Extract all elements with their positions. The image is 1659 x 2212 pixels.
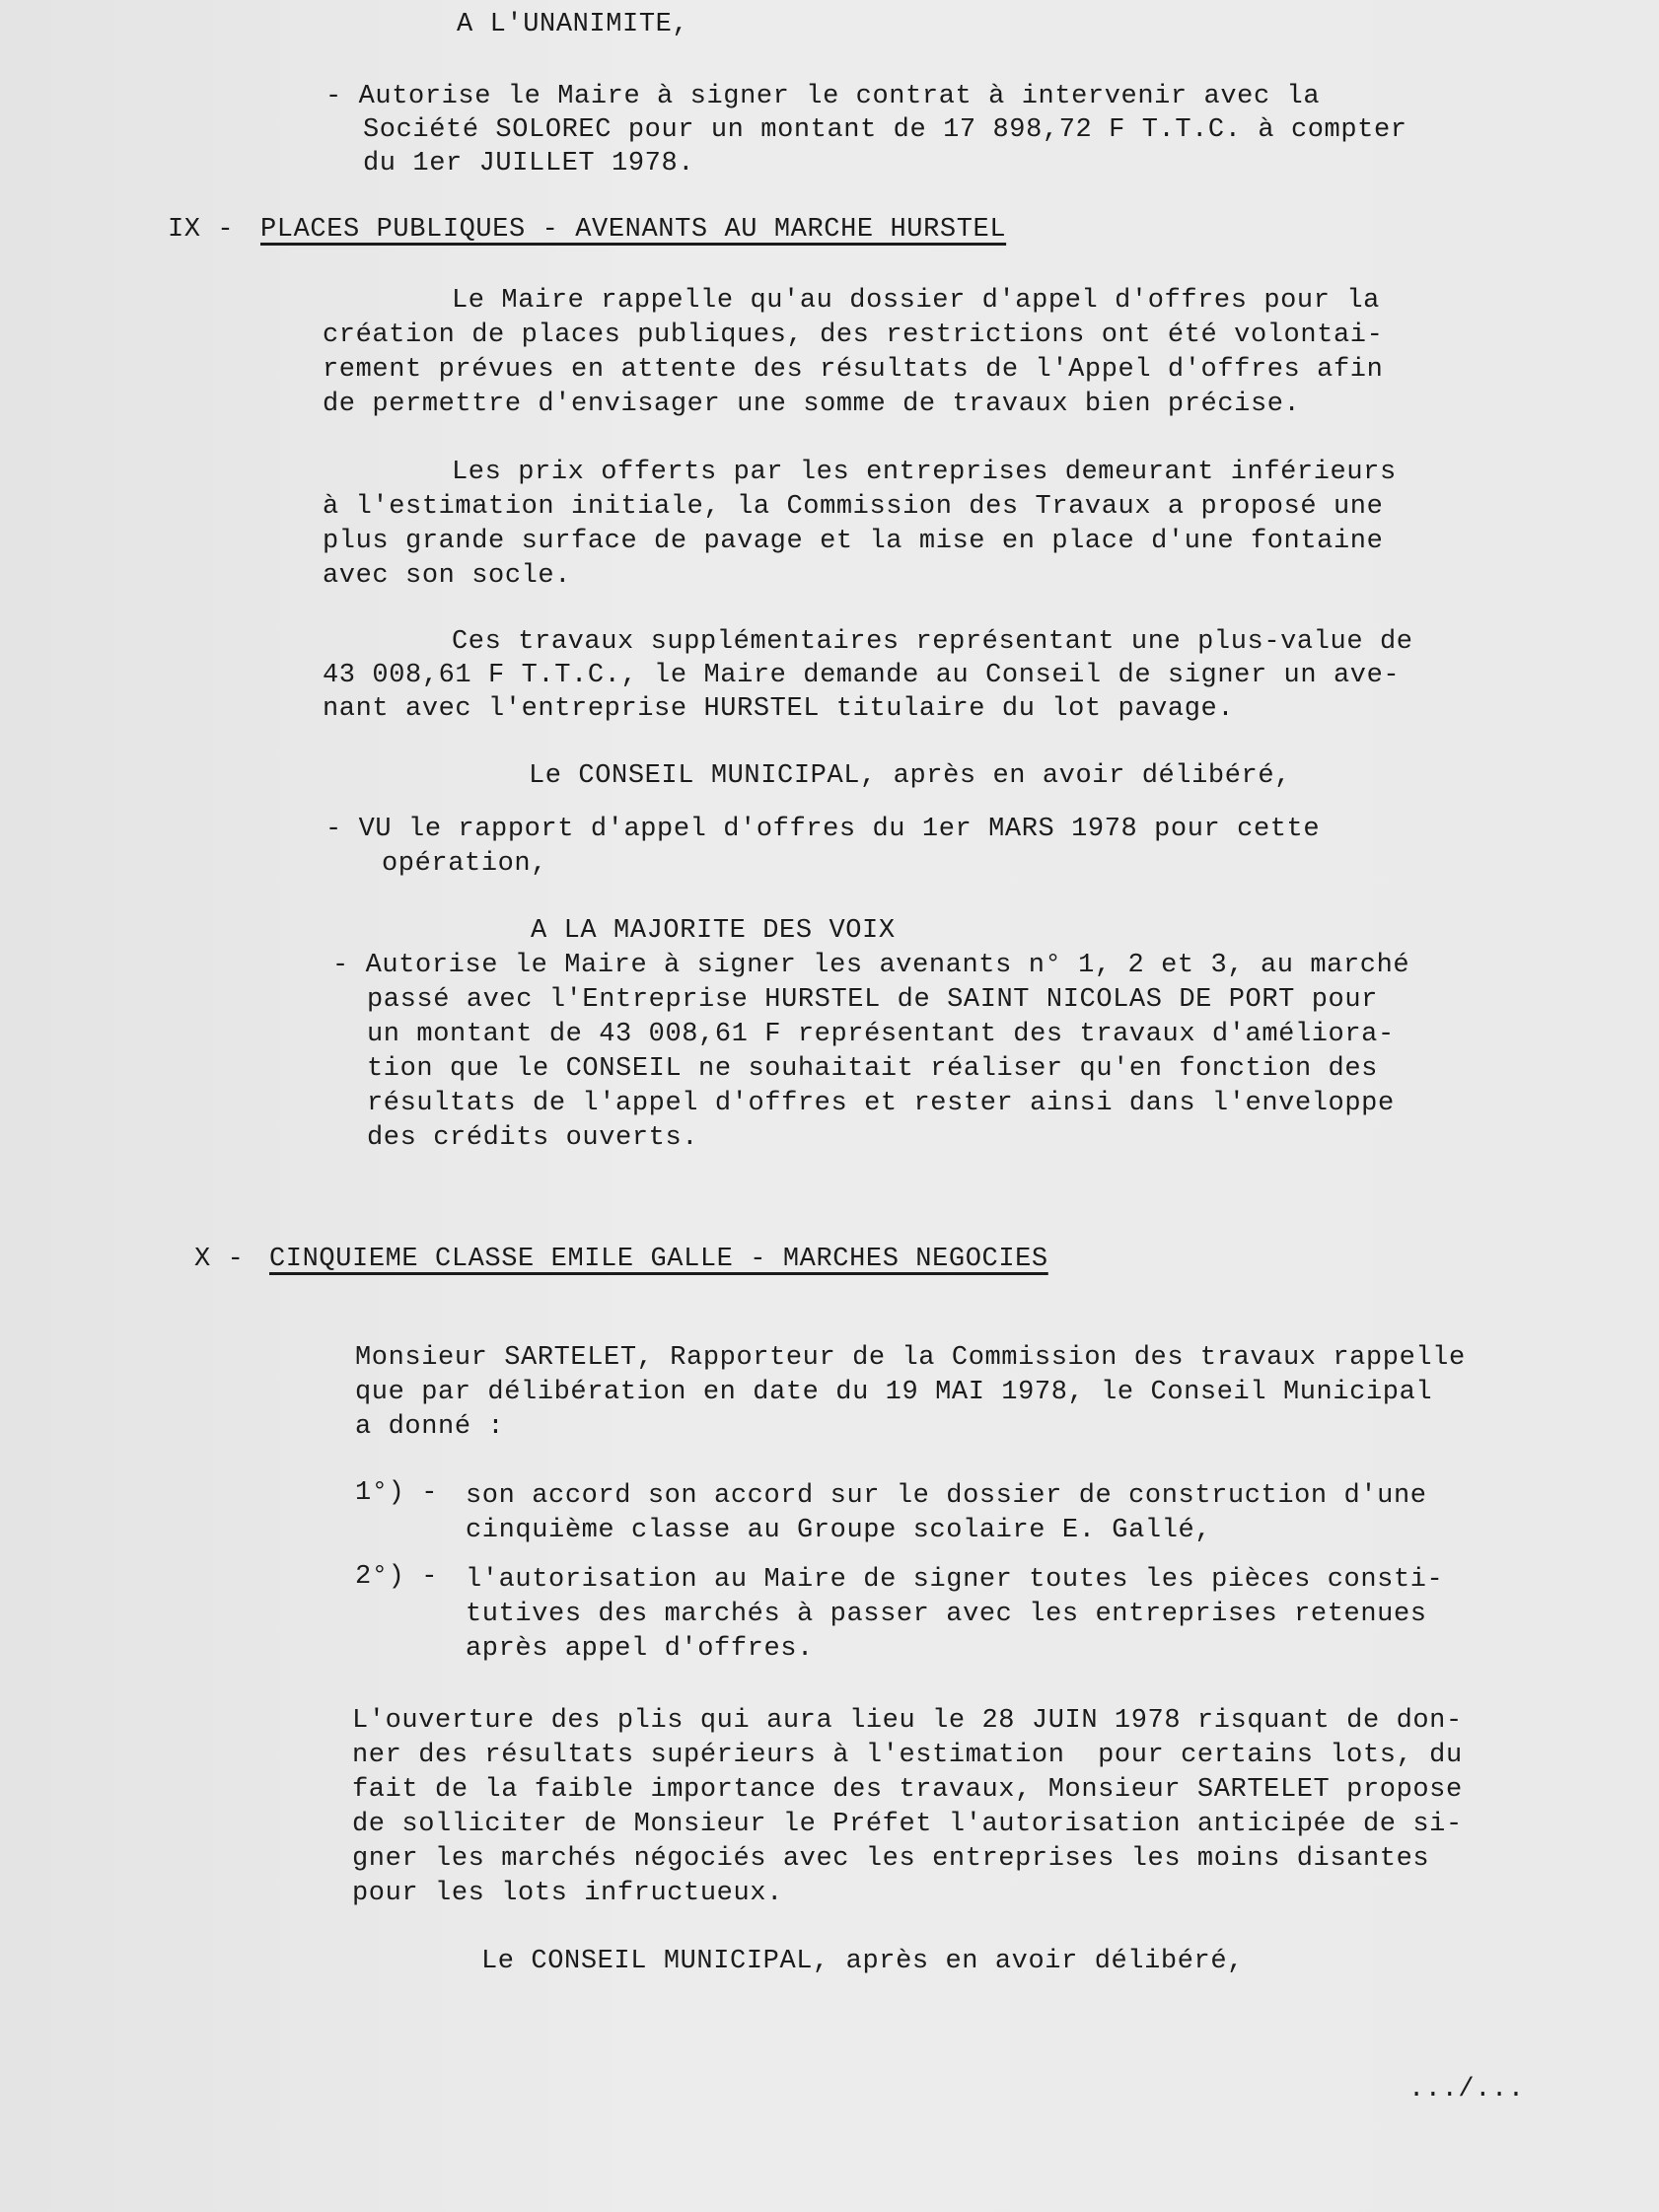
- vu-line: opération,: [382, 849, 548, 879]
- paragraph-line: nant avec l'entreprise HURSTEL titulaire du lot pavage.: [323, 694, 1235, 724]
- paragraph-line: de solliciter de Monsieur le Préfet l'autorisation anticipée de si-: [352, 1810, 1463, 1839]
- paragraph-line: pour les lots infructueux.: [352, 1879, 783, 1908]
- paragraph-line: plus grande surface de pavage et la mise en place d'une fontaine: [323, 527, 1384, 556]
- paragraph-line: que par délibération en date du 19 MAI 1978, le Conseil Municipal: [355, 1378, 1433, 1407]
- section-x-number: X -: [194, 1245, 245, 1274]
- item-line: l'autorisation au Maire de signer toutes les pièces consti-: [466, 1565, 1444, 1595]
- paragraph-line: ner des résultats supérieurs à l'estimation pour certains lots, du: [352, 1741, 1463, 1770]
- section-ix-number: IX -: [168, 215, 235, 245]
- paragraph-line: gner les marchés négociés avec les entreprises les moins disantes: [352, 1844, 1430, 1874]
- vu-line: - VU le rapport d'appel d'offres du 1er MARS 1978 pour cette: [325, 815, 1321, 844]
- paragraph-line: rement prévues en attente des résultats de l'Appel d'offres afin: [323, 355, 1384, 385]
- item-line: après appel d'offres.: [466, 1634, 814, 1664]
- vote-unanimite: A L'UNANIMITE,: [457, 10, 689, 39]
- paragraph-line: avec son socle.: [323, 561, 572, 591]
- paragraph-line: Les prix offerts par les entreprises demeurant inférieurs: [452, 458, 1397, 487]
- paragraph-line: fait de la faible importance des travaux, Monsieur SARTELET propose: [352, 1775, 1463, 1805]
- item-line: son accord son accord sur le dossier de construction d'une: [466, 1481, 1427, 1511]
- decision-line: - Autorise le Maire à signer les avenants n° 1, 2 et 3, au marché: [332, 951, 1410, 980]
- decision-line: un montant de 43 008,61 F représentant des travaux d'améliora-: [367, 1020, 1395, 1049]
- council-deliberation: Le CONSEIL MUNICIPAL, après en avoir délibéré,: [481, 1947, 1244, 1976]
- decision-line: tion que le CONSEIL ne souhaitait réaliser qu'en fonction des: [367, 1054, 1378, 1084]
- vote-majorite: A LA MAJORITE DES VOIX: [531, 916, 896, 946]
- decision-line: Société SOLOREC pour un montant de 17 898,72 F T.T.C. à compter: [363, 115, 1407, 145]
- paragraph-line: L'ouverture des plis qui aura lieu le 28 JUIN 1978 risquant de don-: [352, 1706, 1463, 1736]
- paragraph-line: 43 008,61 F T.T.C., le Maire demande au Conseil de signer un ave-: [323, 661, 1401, 690]
- section-ix-title: PLACES PUBLIQUES - AVENANTS AU MARCHE HURSTEL: [260, 215, 1007, 245]
- decision-line: du 1er JUILLET 1978.: [363, 149, 695, 178]
- item-line: tutives des marchés à passer avec les entreprises retenues: [466, 1600, 1427, 1629]
- decision-line: - Autorise le Maire à signer le contrat à intervenir avec la: [325, 82, 1321, 111]
- paragraph-line: a donné :: [355, 1412, 505, 1442]
- decision-line: résultats de l'appel d'offres et rester ainsi dans l'enveloppe: [367, 1089, 1395, 1118]
- paragraph-line: à l'estimation initiale, la Commission des Travaux a proposé une: [323, 492, 1384, 522]
- paragraph-line: de permettre d'envisager une somme de travaux bien précise.: [323, 390, 1301, 419]
- paragraph-line: Monsieur SARTELET, Rapporteur de la Commission des travaux rappelle: [355, 1343, 1466, 1373]
- item-marker: 1°) -: [355, 1478, 439, 1508]
- item-line: cinquième classe au Groupe scolaire E. Gallé,: [466, 1516, 1212, 1545]
- item-marker: 2°) -: [355, 1562, 439, 1592]
- paragraph-line: Le Maire rappelle qu'au dossier d'appel d'offres pour la: [452, 286, 1380, 316]
- decision-line: passé avec l'Entreprise HURSTEL de SAINT NICOLAS DE PORT pour: [367, 985, 1378, 1015]
- council-deliberation: Le CONSEIL MUNICIPAL, après en avoir délibéré,: [529, 761, 1291, 791]
- paragraph-line: Ces travaux supplémentaires représentant une plus-value de: [452, 627, 1413, 657]
- paragraph-line: création de places publiques, des restrictions ont été volontai-: [323, 321, 1384, 350]
- decision-line: des crédits ouverts.: [367, 1123, 699, 1153]
- section-x-title: CINQUIEME CLASSE EMILE GALLE - MARCHES NEGOCIES: [269, 1245, 1048, 1274]
- continuation-mark: .../...: [1408, 2075, 1525, 2105]
